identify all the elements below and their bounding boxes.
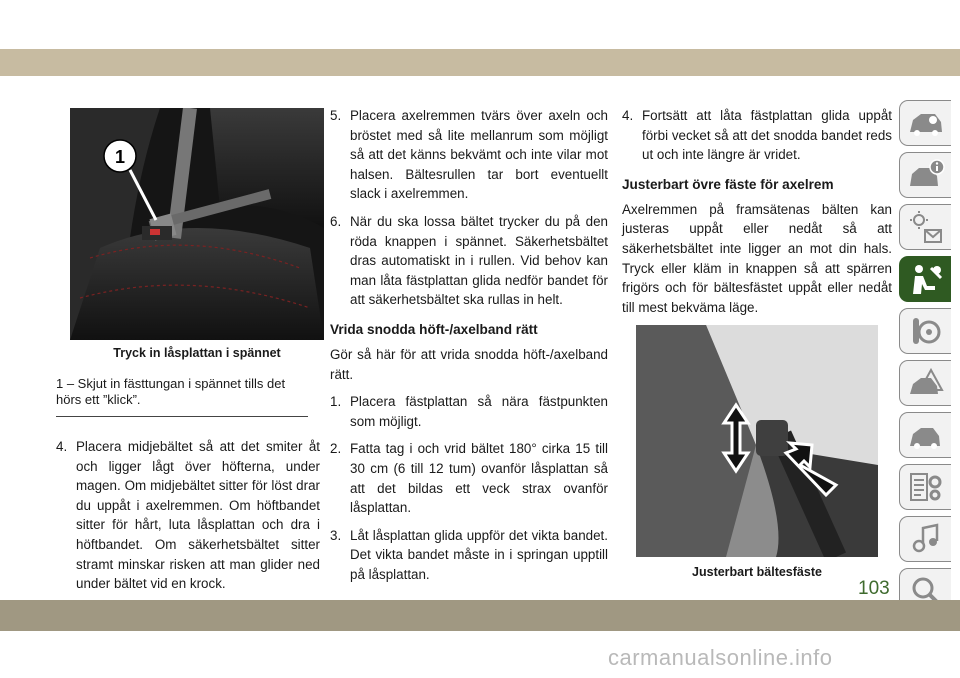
tab-multimedia[interactable] [899,516,951,562]
car-info-icon [907,158,945,192]
section-heading-twisted-belt: Vrida snodda höft-/axelband rätt [330,321,538,337]
warning-lights-icon [907,210,945,244]
list-item: 3. Låt låsplattan glida uppför det vikta bandet. Det vikta bandet måste in i springan upptill på låsplattan. [330,527,608,582]
top-band [0,49,960,76]
tab-service[interactable] [899,412,951,458]
section-heading-adjustable-anchor: Justerbart övre fäste för axelrem [622,176,834,192]
list-item: 4. Fortsätt att låta fästplattan glida uppåt förbi vecket så att det snodda bandet reds ut och inte längre är vridet. [622,108,892,163]
tab-car-interior[interactable] [899,100,951,146]
breakdown-icon [907,366,945,400]
callout-number: 1 [114,147,126,167]
buckle-illustration [70,108,324,340]
figure-caption-buckle: Tryck in låsplattan i spännet [113,346,281,360]
figure-caption-anchor: Justerbart bältesfäste [692,565,822,580]
safety-occupant-icon [907,262,945,296]
car-service-icon [907,418,945,452]
tab-warning-lights[interactable] [899,204,951,250]
page-number: 103 [858,578,890,599]
tab-specifications[interactable] [899,464,951,510]
left-steps [56,437,320,594]
tab-breakdown[interactable] [899,360,951,406]
list-item: 5. Placera axelremmen tvärs över axeln och bröstet med så lite mellanrum som möjligt så att det känns bekvämt och inte vilar mot halsen. Bältesrullen tar bort eventuellt slack i axelremmen. [330,108,608,202]
section-paragraph: Axelremmen på framsätenas bälten kan justeras uppåt eller nedåt så att säkerhetsbältet inte ligger an mot din hals. Tryck eller kläm in knappen så att spärren frigörs och för bältesfästet uppåt eller nedåt till mest bekväma läge. [622,201,892,315]
tab-safety[interactable] [899,256,951,302]
specifications-icon [907,470,945,504]
middle-column [330,106,608,592]
tab-car-info[interactable] [899,152,951,198]
anchor-illustration [636,325,878,557]
left-column [56,108,320,602]
seatbelt-buckle-photo [70,108,324,340]
tab-steering[interactable] [899,308,951,354]
steering-wheel-icon [907,314,945,348]
section-intro: Gör så här för att vrida snodda höft-/axelband rätt. [330,346,608,382]
bottom-band [0,600,960,631]
car-interior-icon [907,106,945,140]
watermark-text: carmanualsonline.info [608,645,833,670]
list-item: 6. När du ska lossa bältet trycker du på den röda knappen i spännet. Säkerhetsbältet dras automatiskt in i rullen. Vid behov kan man låta fästplattan glida nedför bandet för att säkerhetsbältet ska rullas in helt. [330,213,608,308]
callout-note: 1 – Skjut in fästtungan i spännet tills det hörs ett ”klick”. [56,376,286,407]
divider [56,416,308,417]
right-column [622,106,892,579]
multimedia-icon [907,522,945,556]
list-item: 2. Fatta tag i och vrid bältet 180° cirka 15 till 30 cm (6 till 12 tum) ovanför låsplattan så att det bildas ett veck strax ovanför låsplattan. [330,441,608,516]
list-item: 1. Placera fästplattan så nära fästpunkten som möjligt. [330,394,608,429]
adjustable-anchor-photo [636,325,878,557]
list-item: 4. Placera midjebältet så att det smiter åt och ligger lågt över höfterna, under magen. Om midjebältet sitter för löst drar du uppåt i axelremmen. Om höftbandet sitter för hårt, luta låsplattan och dra i höftbandet. Om säkerhetsbältet sitter stramt minskar risken att man glider ned under bältet vid en krock. [56,439,320,592]
chapter-tabs [899,100,951,672]
